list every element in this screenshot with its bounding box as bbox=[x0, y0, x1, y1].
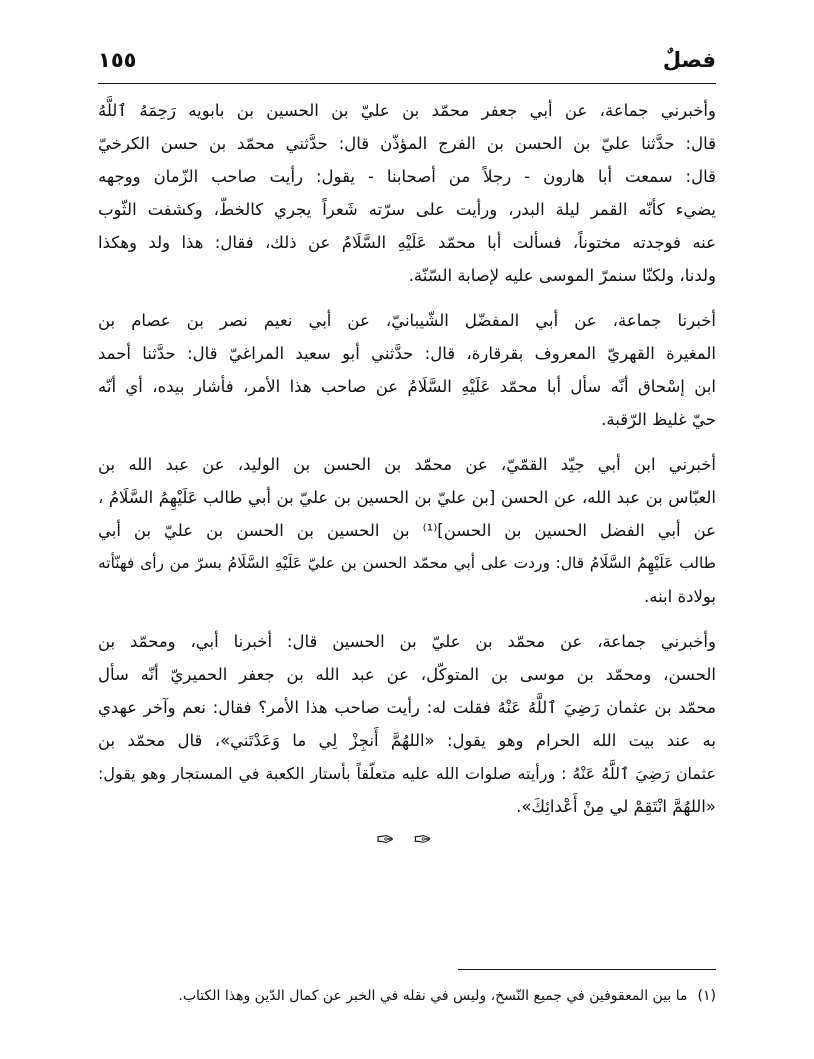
header-divider bbox=[98, 83, 716, 84]
paragraph-3 bbox=[98, 448, 716, 613]
text-line: بولادة ابنه. bbox=[643, 587, 716, 606]
paragraph-4 bbox=[98, 625, 716, 823]
footnote bbox=[98, 984, 716, 1008]
text-line: ولدنا، ولكنّا سنمرّ الموسى عليه لإصابة السّنّة. bbox=[408, 266, 716, 285]
text-line: أخبرنا جماعة، عن أبي المفضّل الشّيبانيّ، عن أبي نعيم نصر بن عصام بن bbox=[98, 311, 716, 330]
text-line: قال: سمعت أبا هارون - رجلاً من أصحابنا - يقول: رأيت صاحب الزّمان ووجهه bbox=[98, 167, 716, 186]
page-number: ١٥٥ bbox=[98, 48, 137, 72]
text-line: وأخبرني جماعة، عن محمّد بن عليّ بن الحسين قال: أخبرنا أبي، ومحمّد بن bbox=[98, 632, 716, 651]
text-line: عنه فوجدته مختوناً، فسألت أبا محمّد عَلَيْهِ السَّلَامُ عن ذلك، فقال: هذا ولد وهكذا bbox=[98, 233, 716, 252]
text-line: العبّاس بن عبد الله، عن الحسن [بن عليّ بن الحسين بن عليّ بن أبي طالب عَلَيْهِمُ السَّلَامُ ، bbox=[98, 488, 716, 507]
text-line: عن أبي الفضل الحسين بن الحسن]⁽¹⁾ بن الحسين بن الحسن بن عليّ بن أبي bbox=[98, 521, 716, 540]
page-header bbox=[98, 40, 716, 80]
paragraph-1 bbox=[98, 94, 716, 292]
text-line: عثمان رَضِيَ ٱللَّهُ عَنْهُ : ورأيته صلوات الله عليه متعلّقاً بأستار الكعبة في المستجار وهو يقول: bbox=[98, 764, 716, 783]
text-line: وأخبرني جماعة، عن أبي جعفر محمّد بن عليّ بن الحسين بن بابويه رَحِمَهُ ٱللَّهُ bbox=[98, 101, 716, 120]
text-line: محمّد بن عثمان رَضِيَ ٱللَّهُ عَنْهُ فقلت له: رأيت صاحب هذا الأمر؟ فقال: نعم وآخر عهدي bbox=[98, 698, 716, 717]
text-line: يضيء كأنّه القمر ليلة البدر، ورأيت على سرّته شَعراً يجري كالخطّ، وكشفت الثّوب bbox=[98, 200, 716, 219]
section-ornament: ✑ ✑ bbox=[376, 828, 438, 853]
text-line: قال: حدَّثنا عليّ بن الحسن بن الفرج المؤذّن قال: حدَّثني محمّد بن حسن الكرخيّ bbox=[98, 134, 716, 153]
text-line: حيّ غليظ الرّقبة. bbox=[601, 410, 716, 429]
text-line: طالب عَلَيْهِمُ السَّلَامُ قال: وردت على أبي محمّد الحسن بن عليّ عَلَيْهِ السَّلَامُ بسرّ من رأى فهنّأته bbox=[98, 554, 716, 572]
footnote-text: ما بين المعقوفين في جميع النّسخ، وليس في نقله في الخبر عن كمال الدّين وهذا الكتاب. bbox=[178, 988, 688, 1004]
text-line: المغيرة القهريّ المعروف بقرقارة، قال: حدَّثني أبو سعيد المراغيّ قال: حدَّثنا أحمد bbox=[98, 344, 716, 363]
paragraph-2 bbox=[98, 304, 716, 436]
text-line: «اللهُمَّ انْتَقِمْ لي مِنْ أَعْدائِكَ». bbox=[516, 797, 716, 816]
text-line: أخبرني ابن أبي جيّد القمّيّ، عن محمّد بن الحسن بن الوليد، عن عبد الله بن bbox=[98, 455, 716, 474]
footnote-marker: (١) bbox=[697, 988, 716, 1004]
body-text bbox=[98, 94, 716, 835]
text-line: به عند بيت الله الحرام وهو يقول: «اللهُمَّ أَنجِزْ لِي ما وَعَدْتَني»، قال محمّد بن bbox=[98, 731, 716, 750]
text-line: الحسن، ومحمّد بن موسى بن المتوكّل، عن عبد الله بن جعفر الحميريّ أنّه سأل bbox=[98, 665, 716, 684]
footnote-divider bbox=[458, 969, 716, 970]
text-line: ابن إسْحاق أنّه سأل أبا محمّد عَلَيْهِ السَّلَامُ عن صاحب هذا الأمر، فأشار بيده، أي أنّه bbox=[98, 377, 716, 396]
chapter-title: فصلٌ bbox=[662, 48, 716, 72]
